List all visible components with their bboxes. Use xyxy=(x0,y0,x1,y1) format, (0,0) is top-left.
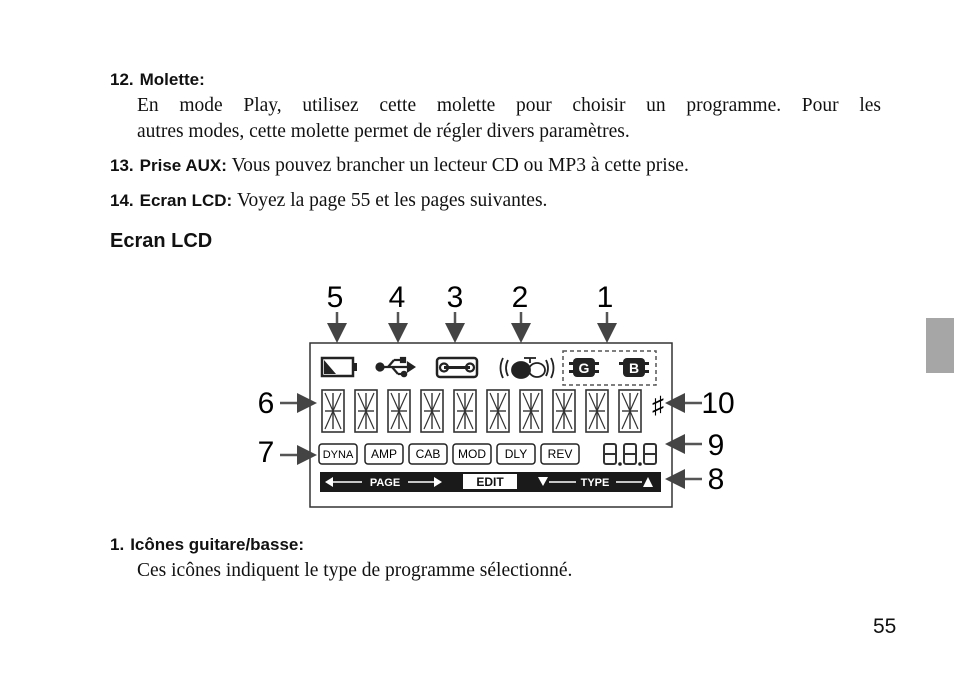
bass-icon xyxy=(619,358,649,377)
battery-icon xyxy=(322,358,357,376)
effect-label: CAB xyxy=(415,447,441,461)
effect-button-dly xyxy=(497,444,535,464)
small-digit-display xyxy=(604,444,656,466)
drum-icon xyxy=(501,358,554,378)
segment-digit xyxy=(388,390,410,432)
segment-display xyxy=(322,390,641,432)
segment-digit xyxy=(421,390,443,432)
callout-10: 10 xyxy=(701,387,735,420)
effect-label: MOD xyxy=(458,447,486,461)
segment-digit xyxy=(322,390,344,432)
effect-button-cab xyxy=(409,444,447,464)
bar-type-label: TYPE xyxy=(580,477,610,489)
callout-2: 2 xyxy=(511,281,529,314)
callout-9: 9 xyxy=(707,429,725,462)
effect-button-rev xyxy=(541,444,579,464)
effect-label: DLY xyxy=(504,447,528,461)
effect-label: DYNA xyxy=(322,449,354,461)
callout-4: 4 xyxy=(388,281,406,314)
page-edit-type-bar xyxy=(320,472,661,492)
guitar-icon xyxy=(569,358,599,377)
segment-digit xyxy=(619,390,641,432)
usb-icon xyxy=(377,358,415,376)
effect-label: REV xyxy=(547,447,573,461)
definition-title: Icônes guitare/basse: xyxy=(130,535,305,554)
definition-1-heading xyxy=(110,535,304,555)
definition-number: 1. xyxy=(110,535,125,554)
segment-digit xyxy=(520,390,542,432)
section-title: Ecran LCD xyxy=(110,230,213,252)
callout-1: 1 xyxy=(596,281,614,314)
segment-digit xyxy=(586,390,608,432)
effect-label: AMP xyxy=(370,447,398,461)
item-number: 14. xyxy=(110,191,134,210)
bar-edit-label: EDIT xyxy=(476,475,504,489)
item-title: Ecran LCD: xyxy=(139,191,233,210)
wrench-icon xyxy=(437,358,477,377)
callout-arrows-top xyxy=(337,312,607,338)
effect-button-amp xyxy=(365,444,403,464)
definition-1-body: Ces icônes indiquent le type de programme sélectionné. xyxy=(137,560,573,581)
segment-digit xyxy=(355,390,377,432)
item-title: Prise AUX: xyxy=(139,156,227,175)
item-13-body: Vous pouvez brancher un lecteur CD ou MP3 à cette prise. xyxy=(231,155,689,176)
item-12-body-line-2: autres modes, cette molette permet de régler divers paramètres. xyxy=(137,121,630,142)
callout-arrows-left xyxy=(280,403,312,455)
callout-8: 8 xyxy=(707,463,725,496)
callout-5: 5 xyxy=(326,281,344,314)
segment-digit xyxy=(553,390,575,432)
item-12-body-line-1: En mode Play, utilisez cette molette pour choisir un programme. Pour les xyxy=(137,95,881,116)
small-digit xyxy=(624,444,636,464)
item-number: 13. xyxy=(110,156,134,175)
item-number: 12. xyxy=(110,70,134,89)
callout-3: 3 xyxy=(446,281,464,314)
callout-7: 7 xyxy=(257,436,275,469)
guitar-icon-letter: G xyxy=(578,360,590,376)
callout-6: 6 xyxy=(257,387,275,420)
callout-arrows-right xyxy=(670,403,702,479)
sharp-symbol: ♯ xyxy=(652,392,664,419)
effect-button-mod xyxy=(453,444,491,464)
small-digit xyxy=(604,444,616,464)
bar-page-label: PAGE xyxy=(369,477,401,489)
effect-button-dyna xyxy=(319,444,357,464)
item-14-body: Voyez la page 55 et les pages suivantes. xyxy=(236,190,548,211)
item-title: Molette: xyxy=(139,70,205,89)
section-tab-marker xyxy=(926,318,954,373)
bass-icon-letter: B xyxy=(628,360,640,376)
segment-digit xyxy=(487,390,509,432)
segment-digit xyxy=(454,390,476,432)
page-number: 55 xyxy=(873,615,897,638)
small-digit xyxy=(644,444,656,464)
